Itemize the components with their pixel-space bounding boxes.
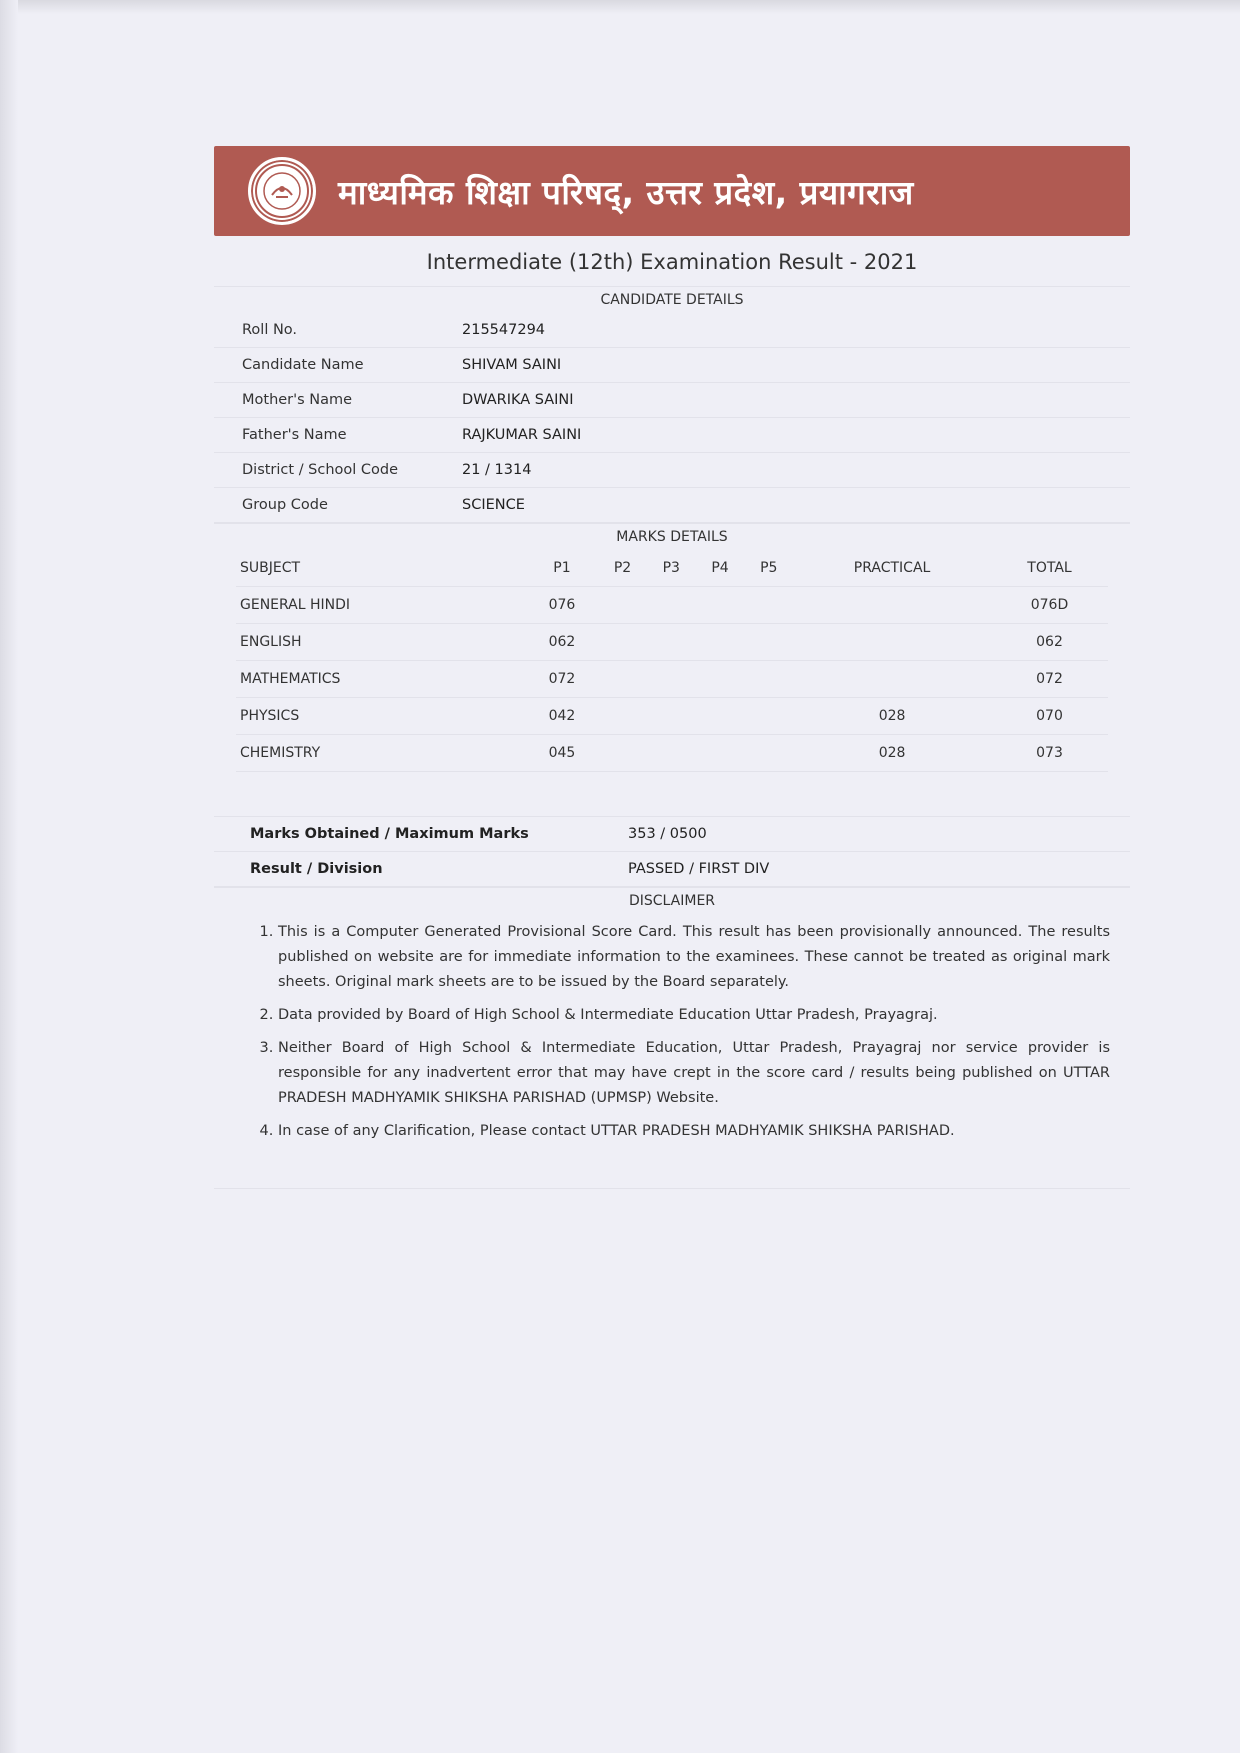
group-code-row [214, 488, 1130, 523]
field-value: DWARIKA SAINI [462, 392, 574, 408]
column-header: TOTAL [991, 550, 1108, 587]
disclaimer-item: 3. Neither Board of High School & Intermediate Education, Uttar Pradesh, Prayagraj nor service provider is responsible for any inadvertent error that may have crept in the score card / results being published on UTTAR PRADESH MADHYAMIK SHIKSHA PARISHAD (UPMSP) Website. [278, 1036, 1110, 1111]
board-emblem-icon [248, 157, 316, 225]
marks-cell [696, 735, 745, 772]
marks-cell [793, 661, 991, 698]
field-label: Candidate Name [242, 357, 364, 373]
marks-cell: 028 [793, 735, 991, 772]
field-label: Mother's Name [242, 392, 353, 408]
field-label: District / School Code [242, 462, 399, 478]
result-division-label: Result / Division [250, 861, 383, 877]
bottom-divider [214, 1158, 1130, 1189]
marks-header-row [236, 550, 1108, 587]
candidate-details-heading: CANDIDATE DETAILS [214, 286, 1130, 313]
marks-cell [647, 735, 696, 772]
field-label: Roll No. [242, 322, 298, 338]
paper-top-edge [0, 0, 1240, 14]
column-header: P2 [598, 550, 647, 587]
marks-cell [647, 624, 696, 661]
board-title: माध्यमिक शिक्षा परिषद्, उत्तर प्रदेश, प्रयागराज [338, 172, 914, 212]
subject-cell: MATHEMATICS [236, 661, 526, 698]
disclaimer-heading: DISCLAIMER [214, 887, 1130, 914]
marks-cell [696, 624, 745, 661]
section-divider [214, 772, 1130, 817]
marks-cell: 028 [793, 698, 991, 735]
marks-table [236, 550, 1108, 772]
marks-cell [598, 624, 647, 661]
column-header: PRACTICAL [793, 550, 991, 587]
marks-cell: 072 [526, 661, 598, 698]
candidate-name-row [214, 348, 1130, 383]
field-value: 21 / 1314 [462, 462, 532, 478]
disclaimer-item: 4. In case of any Clarification, Please contact UTTAR PRADESH MADHYAMIK SHIKSHA PARISHAD. [278, 1119, 1110, 1144]
marks-cell: 076 [526, 587, 598, 624]
marks-cell [696, 587, 745, 624]
marks-cell [744, 624, 793, 661]
field-label: Father's Name [242, 427, 347, 443]
result-division-value: PASSED / FIRST DIV [628, 861, 770, 877]
column-header: P3 [647, 550, 696, 587]
table-row [236, 661, 1108, 698]
subject-cell: ENGLISH [236, 624, 526, 661]
column-header: SUBJECT [236, 550, 526, 587]
result-sheet [214, 146, 1130, 1189]
paper-left-edge [0, 0, 18, 1753]
marks-cell [744, 587, 793, 624]
marks-obtained-value: 353 / 0500 [628, 826, 707, 842]
table-row [236, 624, 1108, 661]
table-row [236, 587, 1108, 624]
candidate-details [214, 313, 1130, 523]
column-header: P4 [696, 550, 745, 587]
marks-cell: 070 [991, 698, 1108, 735]
column-header: P5 [744, 550, 793, 587]
marks-cell [598, 735, 647, 772]
marks-cell: 042 [526, 698, 598, 735]
marks-cell [744, 661, 793, 698]
marks-details-heading: MARKS DETAILS [214, 523, 1130, 550]
disclaimer-item: 1. This is a Computer Generated Provisional Score Card. This result has been provisionally announced. The results published on website are for immediate information to the examinees. These cannot be treated as original mark sheets. Original mark sheets are to be issued by the Board separately. [278, 920, 1110, 995]
marks-cell: 073 [991, 735, 1108, 772]
marks-cell [647, 587, 696, 624]
marks-cell [744, 735, 793, 772]
table-row [236, 735, 1108, 772]
marks-cell [696, 698, 745, 735]
subject-cell: PHYSICS [236, 698, 526, 735]
marks-cell [647, 698, 696, 735]
marks-cell [647, 661, 696, 698]
field-value: 215547294 [462, 322, 546, 338]
marks-cell [793, 587, 991, 624]
marks-cell [793, 624, 991, 661]
marks-obtained-row [214, 817, 1130, 852]
marks-cell: 076D [991, 587, 1108, 624]
disclaimer-list [214, 920, 1130, 1144]
result-division-row [214, 852, 1130, 887]
marks-cell: 062 [526, 624, 598, 661]
mother-name-row [214, 383, 1130, 418]
subject-cell: CHEMISTRY [236, 735, 526, 772]
column-header: P1 [526, 550, 598, 587]
subject-cell: GENERAL HINDI [236, 587, 526, 624]
marks-cell: 072 [991, 661, 1108, 698]
marks-cell: 062 [991, 624, 1108, 661]
marks-cell [696, 661, 745, 698]
table-row [236, 698, 1108, 735]
marks-cell [598, 698, 647, 735]
field-value: SCIENCE [462, 497, 525, 513]
exam-title: Intermediate (12th) Examination Result - 2021 [426, 250, 918, 274]
marks-cell: 045 [526, 735, 598, 772]
emblem-seal-icon [254, 163, 310, 219]
marks-cell [598, 587, 647, 624]
marks-cell [598, 661, 647, 698]
roll-no-row [214, 313, 1130, 348]
field-value: RAJKUMAR SAINI [462, 427, 582, 443]
field-value: SHIVAM SAINI [462, 357, 562, 373]
disclaimer-item: 2. Data provided by Board of High School & Intermediate Education Uttar Pradesh, Prayagraj. [278, 1003, 1110, 1028]
field-label: Group Code [242, 497, 328, 513]
marks-obtained-label: Marks Obtained / Maximum Marks [250, 826, 529, 842]
board-banner [214, 146, 1130, 236]
marks-cell [744, 698, 793, 735]
school-code-row [214, 453, 1130, 488]
father-name-row [214, 418, 1130, 453]
